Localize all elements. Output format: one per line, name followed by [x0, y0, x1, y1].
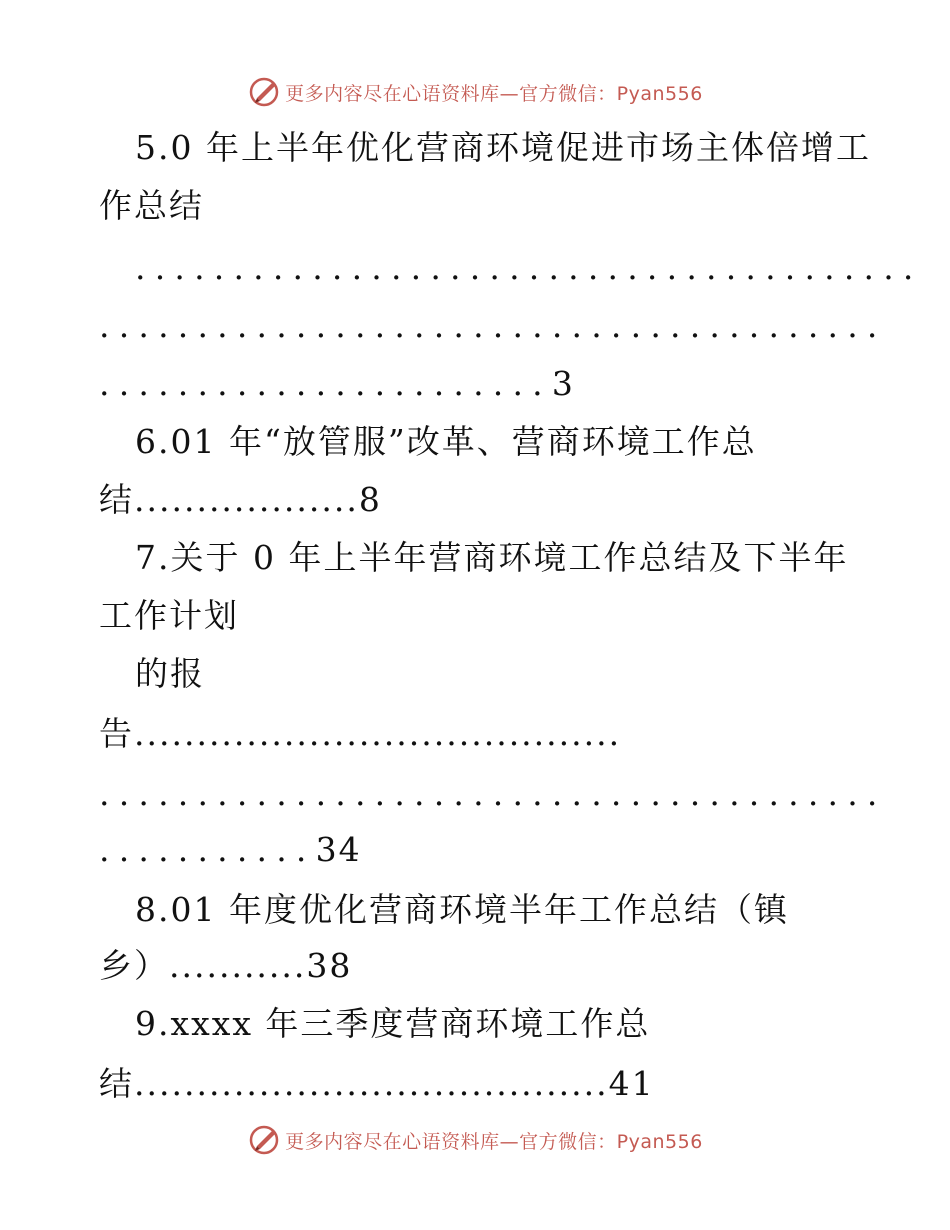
toc-item-8-title-cont[interactable]: 乡）........... [99, 946, 307, 985]
toc-item-9-leader [99, 1064, 655, 1104]
toc-item-8-page[interactable]: 38 [306, 946, 353, 985]
toc-item-5-leader-2: ........................................ [99, 306, 887, 345]
toc-item-7-title-cont[interactable]: 工作计划 [99, 596, 239, 635]
toc-item-7-dots: ........... [99, 830, 316, 869]
toc-item-9-page[interactable]: 41 [608, 1064, 655, 1103]
toc-item-9-title-cont[interactable]: 结...................................... [99, 1064, 609, 1103]
toc-item-5-leader: ........................................ [135, 248, 923, 287]
footer-watermark [0, 1120, 950, 1160]
toc-item-7-title-cont-3[interactable]: 告....................................... [99, 714, 622, 753]
toc-item-6-leader [99, 480, 382, 520]
toc-item-8-title[interactable]: 8.01 年度优化营商环境半年工作总结（镇 [135, 890, 789, 929]
toc-item-5-leader-3 [99, 364, 575, 404]
toc-item-6-page[interactable]: 8 [358, 480, 382, 519]
toc-item-5-page[interactable]: 3 [551, 364, 575, 403]
toc-item-6-title[interactable]: 6.01 年“放管服”改革、营商环境工作总 [135, 422, 757, 461]
pen-logo-icon [247, 1122, 283, 1158]
toc-item-9-title[interactable]: 9.xxxx 年三季度营商环境工作总 [135, 1004, 651, 1043]
toc-item-8-leader [99, 946, 352, 986]
toc-item-5-title-cont[interactable]: 作总结 [99, 186, 204, 225]
toc-item-7-leader: ........................................ [99, 774, 887, 813]
toc-item-7-title-cont-2[interactable]: 的报 [135, 654, 205, 693]
watermark-text: 更多内容尽在心语资料库—官方微信：Pyan556 [285, 82, 703, 105]
toc-item-5-dots: ....................... [99, 364, 552, 403]
toc-item-5-title[interactable]: 5.0 年上半年优化营商环境促进市场主体倍增工 [135, 128, 871, 167]
toc-item-7-title[interactable]: 7.关于 0 年上半年营商环境工作总结及下半年 [135, 538, 849, 577]
toc-item-6-title-cont[interactable]: 结.................. [99, 480, 359, 519]
toc-item-7-leader-2 [99, 830, 362, 870]
toc-item-7-page[interactable]: 34 [315, 830, 362, 869]
watermark-text: 更多内容尽在心语资料库—官方微信：Pyan556 [285, 1130, 703, 1153]
